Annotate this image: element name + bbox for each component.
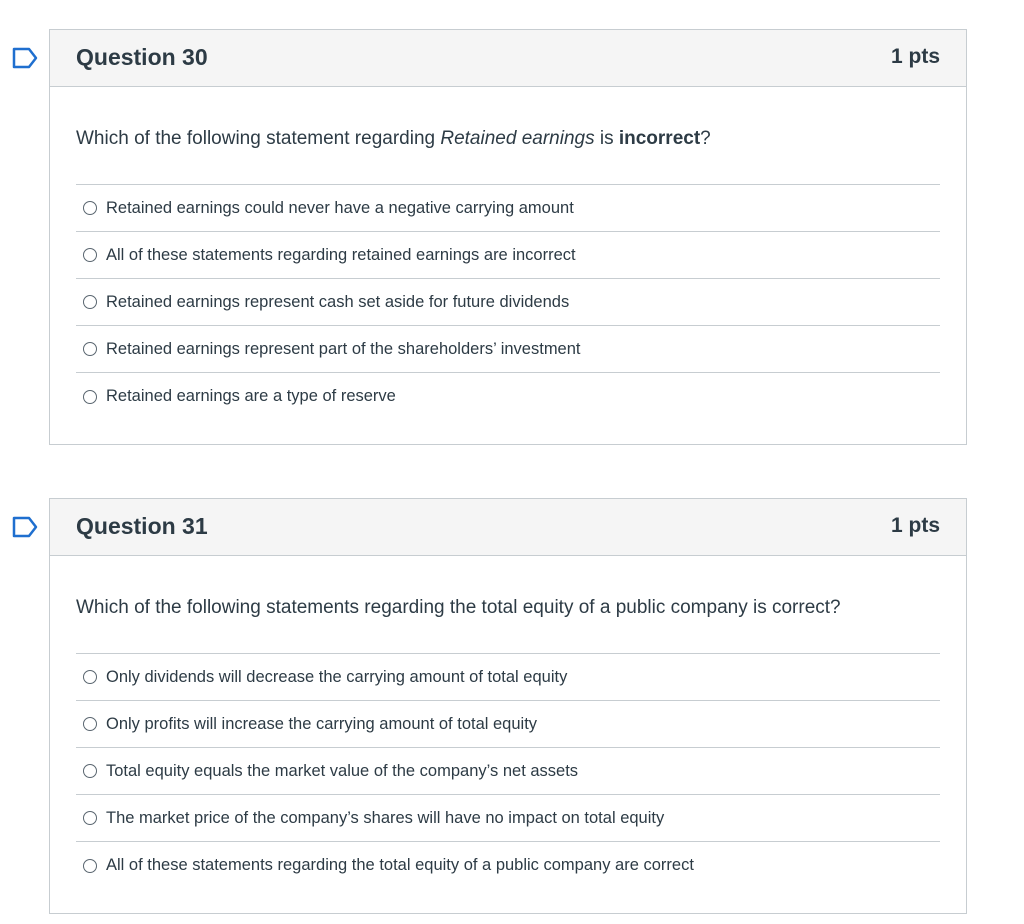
answer-option[interactable] [76, 326, 940, 373]
question-header [50, 30, 966, 87]
answer-label[interactable]: Only dividends will decrease the carrying amount of total equity [106, 667, 568, 686]
question-text: Which of the following statements regarding the total equity of a public company is correct? [76, 597, 841, 618]
answer-label[interactable]: Retained earnings could never have a negative carrying amount [106, 198, 574, 217]
answer-option[interactable] [76, 654, 940, 701]
answer-label[interactable]: The market price of the company’s shares will have no impact on total equity [106, 808, 665, 827]
question-title: Question 30 [76, 44, 208, 70]
answer-option[interactable] [76, 373, 940, 420]
radio-unselected-icon[interactable] [83, 248, 97, 262]
answer-label[interactable]: Total equity equals the market value of the company’s net assets [106, 761, 579, 780]
radio-unselected-icon[interactable] [83, 295, 97, 309]
question-text-part: is [594, 128, 619, 149]
answer-label[interactable]: Retained earnings are a type of reserve [106, 387, 396, 405]
answer-option[interactable] [76, 842, 940, 889]
answer-label[interactable]: Only profits will increase the carrying amount of total equity [106, 714, 538, 733]
answer-label[interactable]: All of these statements regarding retained earnings are incorrect [106, 245, 576, 264]
question-header [50, 499, 966, 556]
question-text-bold: incorrect [618, 128, 701, 149]
answer-list [76, 653, 940, 889]
question-points: 1 pts [890, 514, 940, 537]
question-title: Question 31 [76, 513, 208, 539]
question-body [50, 126, 966, 420]
radio-unselected-icon[interactable] [83, 670, 97, 684]
radio-unselected-icon[interactable] [83, 390, 97, 404]
question-30 [49, 29, 967, 445]
question-text [76, 126, 940, 184]
flag-question-icon[interactable] [12, 47, 38, 69]
flag-question-icon[interactable] [12, 516, 38, 538]
answer-label[interactable]: Retained earnings represent cash set aside for future dividends [106, 292, 570, 311]
answer-option[interactable] [76, 279, 940, 326]
answer-option[interactable] [76, 748, 940, 795]
radio-unselected-icon[interactable] [83, 811, 97, 825]
answer-option[interactable] [76, 232, 940, 279]
question-points: 1 pts [890, 45, 940, 68]
radio-unselected-icon[interactable] [83, 764, 97, 778]
answer-option[interactable] [76, 185, 940, 232]
question-text-part: ? [700, 128, 711, 149]
answer-option[interactable] [76, 795, 940, 842]
radio-unselected-icon[interactable] [83, 717, 97, 731]
answer-list [76, 184, 940, 420]
radio-unselected-icon[interactable] [83, 342, 97, 356]
question-text-part: Which of the following statement regarding [76, 128, 441, 149]
radio-unselected-icon[interactable] [83, 859, 97, 873]
answer-option[interactable] [76, 701, 940, 748]
radio-unselected-icon[interactable] [83, 201, 97, 215]
answer-label[interactable]: All of these statements regarding the total equity of a public company are correct [106, 856, 694, 874]
answer-label[interactable]: Retained earnings represent part of the shareholders’ investment [106, 339, 581, 358]
question-31 [49, 498, 967, 914]
question-text-italic: Retained earnings [440, 128, 595, 149]
question-body [50, 595, 966, 889]
